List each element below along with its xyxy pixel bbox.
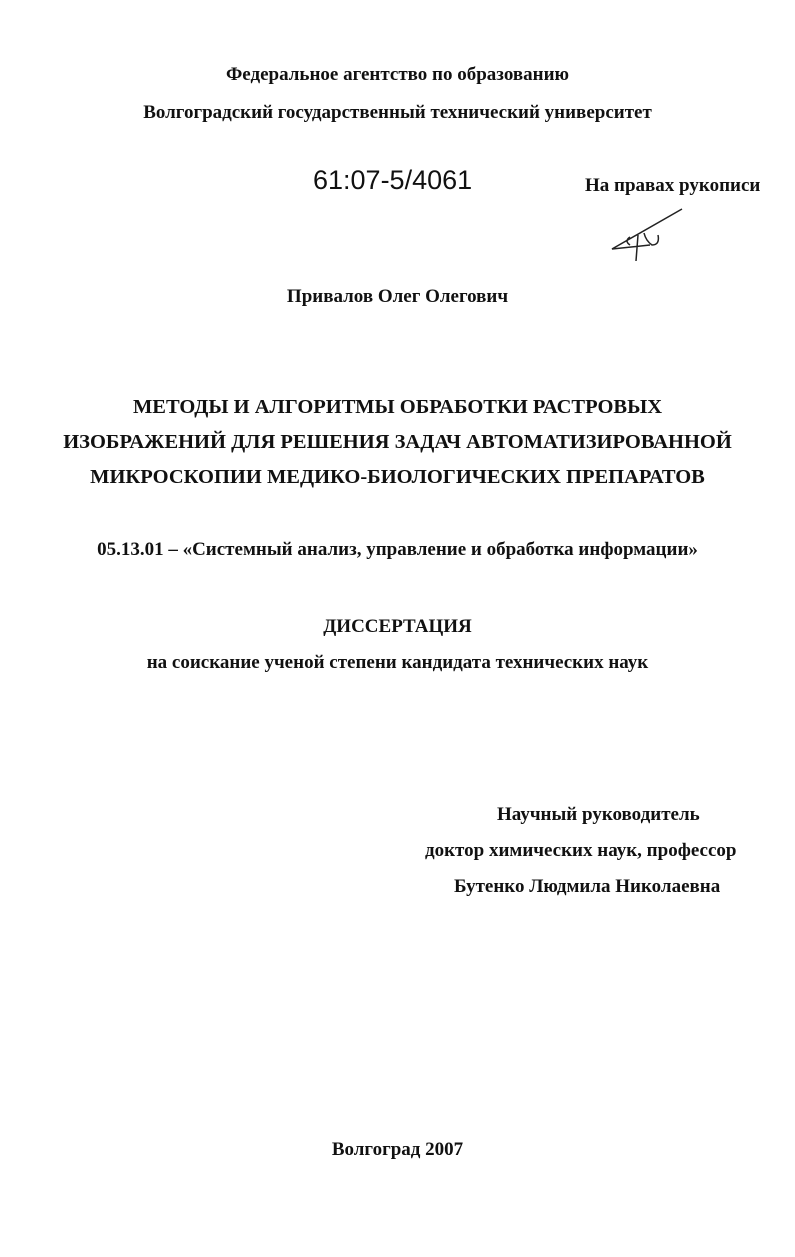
signature-icon: [600, 205, 690, 265]
supervisor-name: Бутенко Людмила Николаевна: [454, 876, 721, 897]
specialty: 05.13.01 – «Системный анализ, управление и обработка информации»: [97, 539, 698, 560]
author-name: Привалов Олег Олегович: [286, 286, 509, 307]
registry-number: 61:07-5/4061: [313, 165, 473, 195]
manuscript-rights: На правах рукописи: [585, 175, 761, 196]
university: Волгоградский государственный технический университет: [143, 102, 652, 123]
agency: Федеральное агентство по образованию: [225, 64, 570, 85]
title-line-3: МИКРОСКОПИИ МЕДИКО-БИОЛОГИЧЕСКИХ ПРЕПАРАТОВ: [90, 466, 705, 488]
supervisor-title: доктор химических наук, профессор: [425, 840, 737, 861]
supervisor-label: Научный руководитель: [497, 804, 700, 825]
place-year: Волгоград 2007: [331, 1139, 464, 1160]
degree: на соискание ученой степени кандидата технических наук: [146, 652, 649, 673]
document-type: ДИССЕРТАЦИЯ: [323, 616, 472, 637]
title-line-2: ИЗОБРАЖЕНИЙ ДЛЯ РЕШЕНИЯ ЗАДАЧ АВТОМАТИЗИРОВАННОЙ: [63, 431, 732, 453]
title-line-1: МЕТОДЫ И АЛГОРИТМЫ ОБРАБОТКИ РАСТРОВЫХ: [132, 396, 663, 418]
